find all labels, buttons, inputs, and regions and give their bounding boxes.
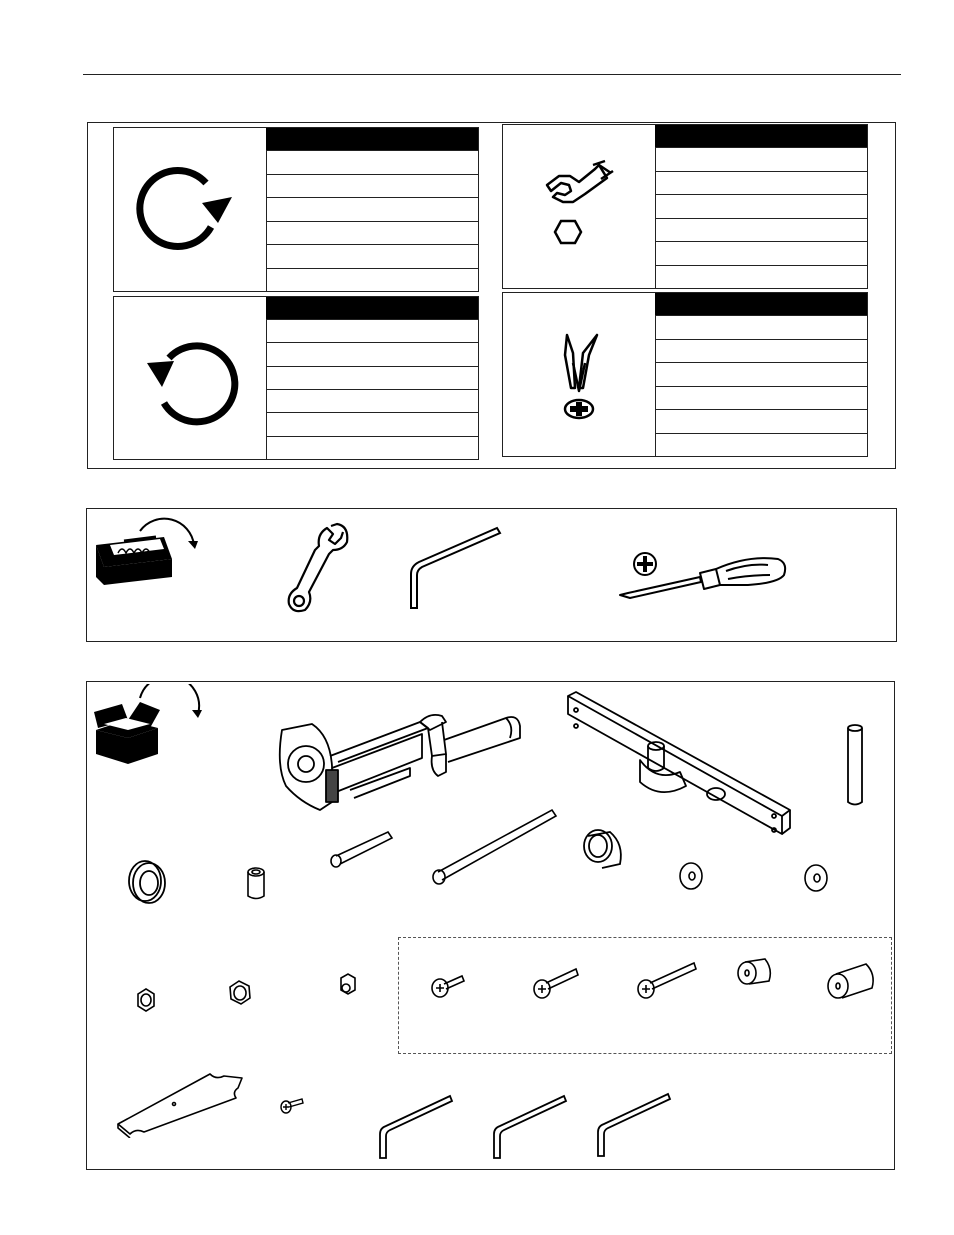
- counterclockwise-symbol-cell: [114, 297, 267, 459]
- screwdriver-torque-box: [502, 292, 868, 457]
- open-end-wrench-icon: [285, 520, 355, 615]
- table-header-bar: [655, 125, 867, 147]
- pan-head-screw-icon: [634, 959, 700, 1003]
- table-row: [266, 150, 478, 174]
- counterclockwise-rotation-icon: [114, 297, 266, 461]
- table-row: [266, 319, 478, 342]
- hex-nut-icon: [336, 972, 360, 998]
- table-row: [655, 265, 867, 289]
- toolbox-icon: [90, 515, 205, 590]
- hex-nut-icon: [226, 978, 254, 1008]
- clockwise-torque-box: [113, 127, 479, 292]
- thick-washer-icon: [125, 855, 169, 905]
- long-pin-icon: [428, 806, 560, 888]
- table-row: [266, 174, 478, 198]
- post-tube-icon: [844, 722, 866, 808]
- small-screw-icon: [278, 1095, 306, 1117]
- spacer-sleeve-icon: [244, 866, 268, 902]
- counterclockwise-torque-table: [266, 297, 478, 459]
- wrench-hex-nut-icon: [503, 125, 655, 290]
- allen-key-icon: [490, 1094, 570, 1162]
- table-row: [266, 389, 478, 412]
- clockwise-rotation-icon: [114, 128, 266, 293]
- wrench-symbol-cell: [503, 125, 656, 288]
- table-row: [266, 244, 478, 268]
- phillips-screwdriver-icon: [618, 553, 790, 605]
- cable-clip-plate-icon: [114, 1068, 249, 1138]
- table-row: [655, 241, 867, 265]
- short-pin-icon: [326, 828, 396, 870]
- table-row: [655, 147, 867, 171]
- pan-head-screw-icon: [530, 965, 582, 1003]
- table-row: [655, 171, 867, 195]
- wrench-torque-table: [655, 125, 867, 288]
- open-box-icon: [90, 684, 205, 766]
- spacer-sleeve-icon: [824, 958, 880, 1004]
- table-row: [655, 362, 867, 386]
- wrench-torque-box: [502, 124, 868, 289]
- allen-key-icon: [376, 1094, 456, 1162]
- counterclockwise-torque-box: [113, 296, 479, 460]
- table-row: [266, 436, 478, 459]
- table-row: [655, 218, 867, 242]
- table-header-bar: [655, 293, 867, 315]
- table-row: [266, 197, 478, 221]
- table-row: [655, 386, 867, 410]
- pan-head-screw-icon: [428, 970, 468, 1002]
- bushing-cup-icon: [580, 826, 628, 874]
- table-row: [655, 433, 867, 457]
- flat-washer-icon: [802, 862, 832, 896]
- screwdriver-torque-table: [655, 293, 867, 456]
- table-row: [266, 268, 478, 292]
- table-row: [266, 221, 478, 245]
- table-header-bar: [266, 128, 478, 150]
- table-row: [655, 194, 867, 218]
- monitor-arm-assembly-icon: [270, 706, 525, 816]
- table-row: [266, 366, 478, 389]
- table-row: [655, 339, 867, 363]
- table-row: [655, 409, 867, 433]
- table-row: [655, 315, 867, 339]
- phillips-screwdriver-screw-icon: [503, 293, 655, 458]
- table-row: [266, 412, 478, 435]
- header-rule: [83, 74, 901, 75]
- clockwise-torque-table: [266, 128, 478, 291]
- screwdriver-symbol-cell: [503, 293, 656, 456]
- allen-key-icon: [594, 1092, 674, 1160]
- flat-washer-icon: [677, 860, 707, 894]
- table-header-bar: [266, 297, 478, 319]
- spacer-sleeve-icon: [735, 955, 775, 991]
- clockwise-symbol-cell: [114, 128, 267, 291]
- table-row: [266, 342, 478, 365]
- hex-key-icon: [405, 522, 505, 612]
- hex-nut-icon: [134, 986, 158, 1014]
